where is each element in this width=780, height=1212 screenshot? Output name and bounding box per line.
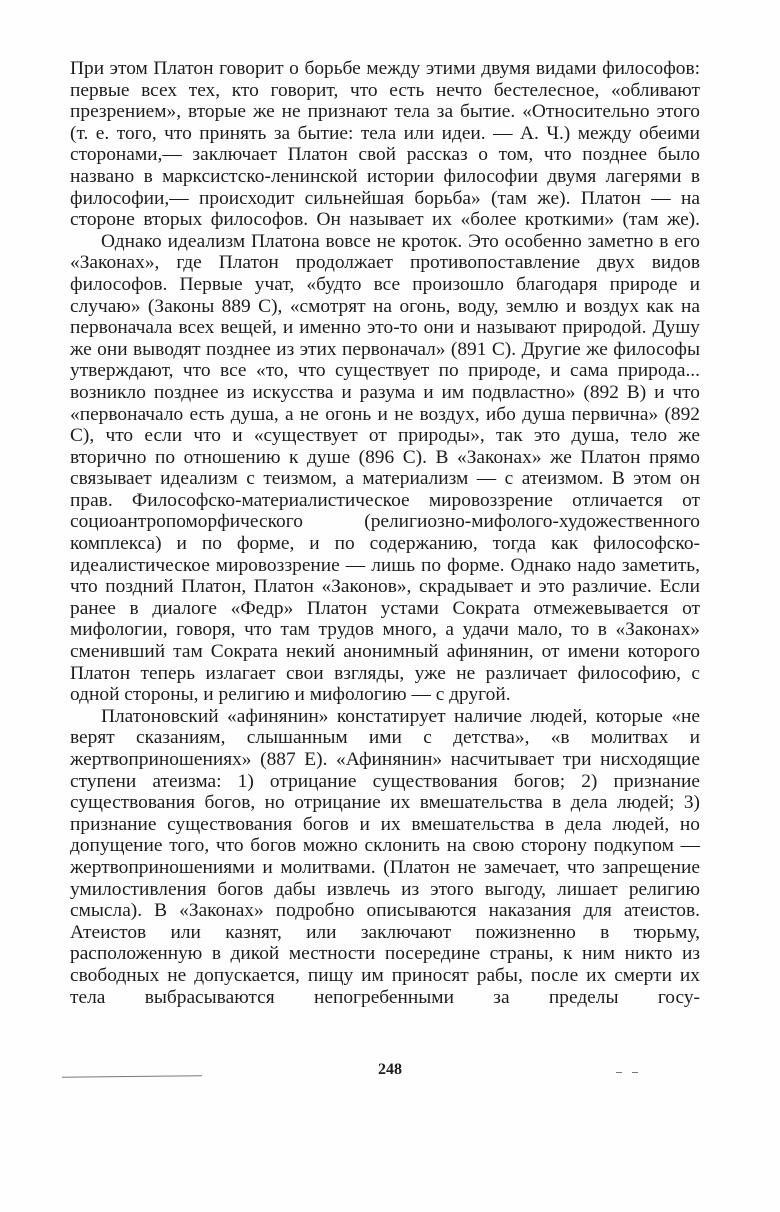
footer-dash-mark bbox=[616, 1072, 622, 1073]
page-number: 248 bbox=[378, 1061, 402, 1078]
paragraph-1: При этом Платон говорит о борьбе между этими двумя видами философов: первые всех тех, кто говорит, что есть нечто бестелесное, «обливают презрением», вторые же не признают тела за бытие. «Относительно этого (т. е. того, что принять за бытие: тела или идеи. — А. Ч.) между обеими сторонами,— заключает Платон свой рассказ о том, что позднее было названо в марксистско-ленинской истории философии двумя лагерями в философии,— происходит сильнейшая борьба» (там же). Платон — на стороне вторых философов. Он называет их «более кроткими» (там же). bbox=[70, 58, 700, 231]
paragraph-3: Платоновский «афинянин» констатирует наличие людей, которые «не верят сказаниям, слышанным ими с детства», «в молитвах и жертвоприношениях» (887 Е). «Афинянин» насчитывает три нисходящие ступени атеизма: 1) отрицание существования богов; 2) признание существования богов, но отрицание их вмешательства в дела людей; 3) признание существования богов и их вмешательства в дела людей, но допущение того, что богов можно склонить на свою сторону подкупом — жертвоприношениями и молитвами. (Платон не замечает, что запрещение умилостивления богов дабы извлечь из этого выгоду, лишает религию смысла). В «Законах» подробно описываются наказания для атеистов. Атеистов или казнят, или заключают пожизненно в тюрьму, расположенную в дикой местности посередине страны, к ним никто из свободных не допускается, пищу им приносят рабы, после их смерти их тела выбрасываются непогребенными за пределы госу- bbox=[70, 705, 700, 1008]
main-text bbox=[70, 58, 700, 1008]
paragraph-2: Однако идеализм Платона вовсе не кроток. Это особенно заметно в его «Законах», где Платон продолжает противопоставление двух видов философов. Первые учат, «будто все произошло благодаря природе и случаю» (Законы 889 С), «смотрят на огонь, воду, землю и воздух как на первоначала всех вещей, и именно это-то они и называют природой. Душу же они выводят позднее из этих первоначал» (891 С). Другие же философы утверждают, что все «то, что существует по природе, и сама природа... возникло позднее из искусства и разума и им подвластно» (892 В) и что «первоначало есть душа, а не огонь и не воздух, ибо душа первична» (892 С), что если что и «существует от природы», так это душа, тело же вторично по отношению к душе (896 С). В «Законах» же Платон прямо связывает идеализм с теизмом, а материализм — с атеизмом. В этом он прав. Философско-материалистическое мировоззрение отличается от социоантропоморфического (религиозно-мифолого-художественного комплекса) и по форме, и по содержанию, тогда как философско-идеалистическое мировоззрение — лишь по форме. Однако надо заметить, что поздний Платон, Платон «Законов», скрадывает и это различие. Если ранее в диалоге «Федр» Платон устами Сократа отмежевывается от мифологии, говоря, что там трудов много, а удачи мало, то в «Законах» сменивший там Сократа некий анонимный афинянин, от имени которого Платон теперь излагает свои взгляды, уже не различает философию, с одной стороны, и религию и мифологию — с другой. bbox=[70, 230, 700, 706]
footer-dash-mark bbox=[632, 1072, 638, 1073]
